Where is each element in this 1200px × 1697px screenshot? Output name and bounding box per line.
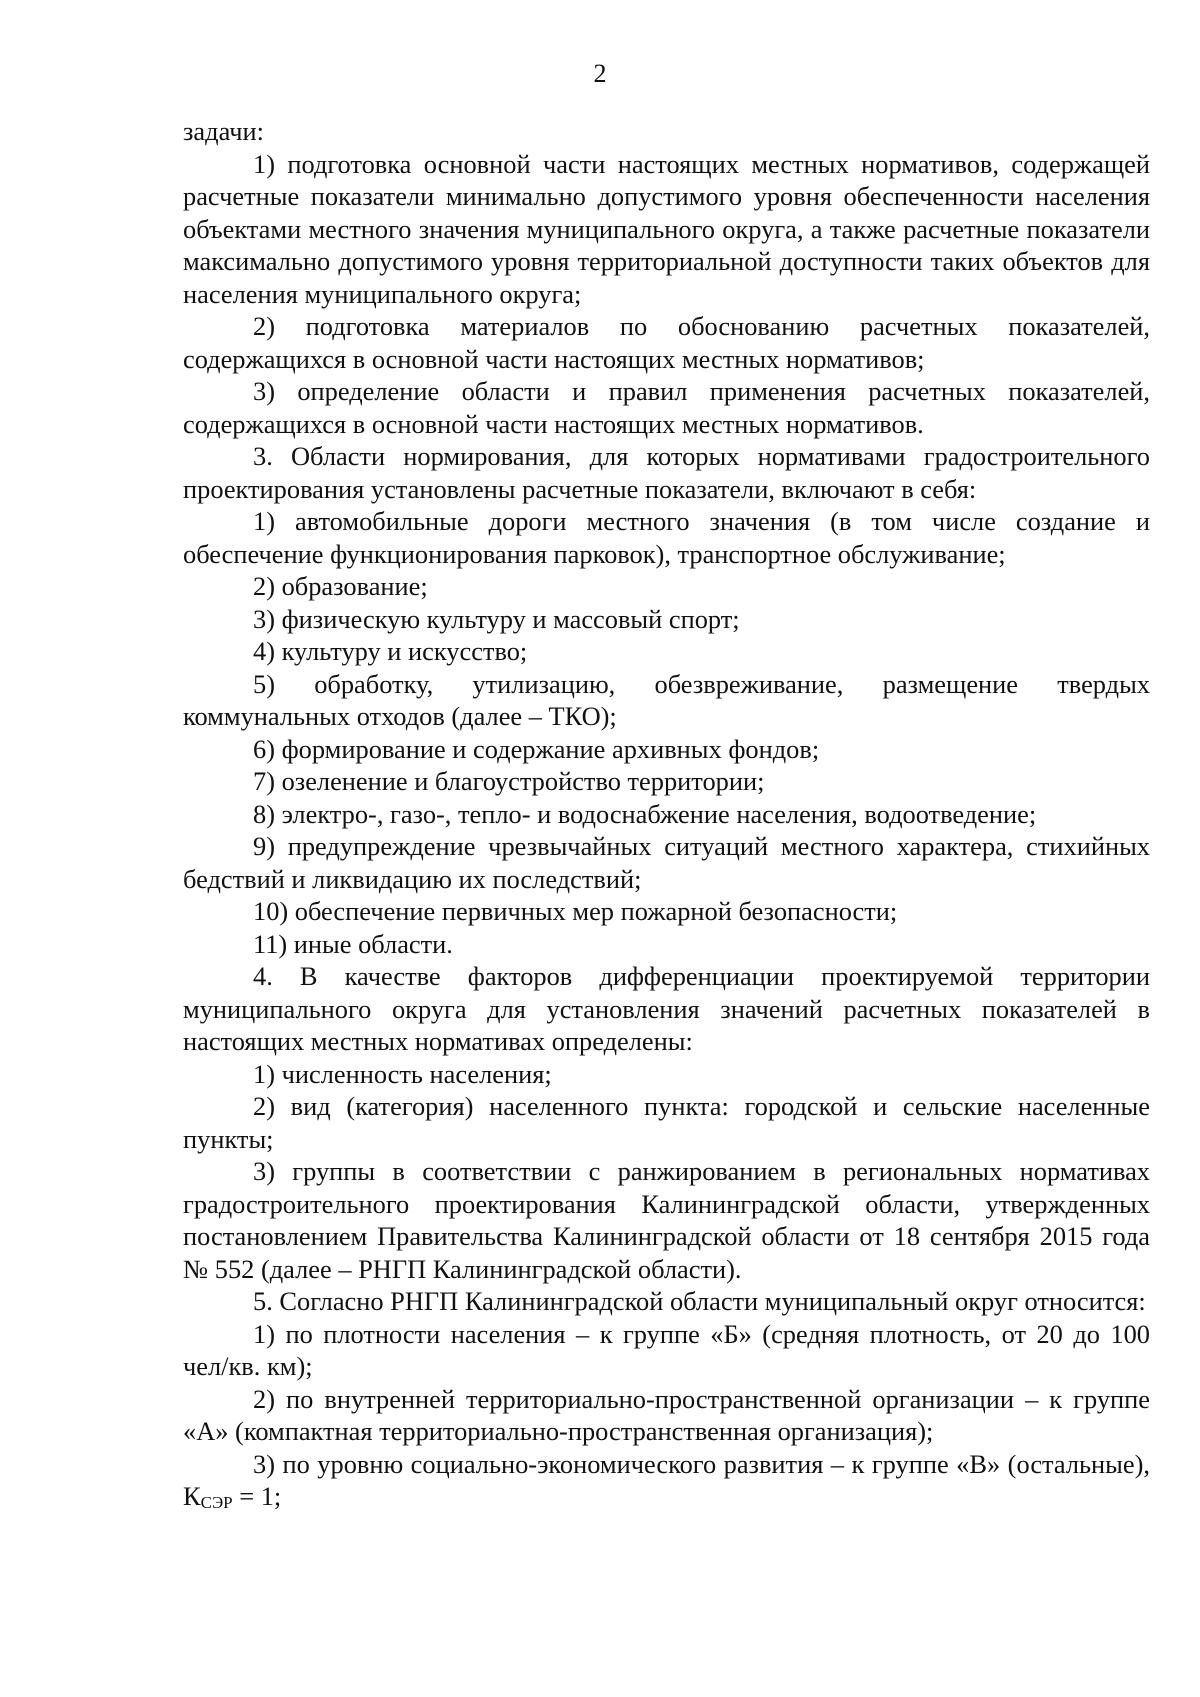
paragraph: 1) численность населения;: [253, 1058, 552, 1089]
paragraph-last-suffix: = 1;: [232, 1481, 282, 1511]
paragraph: 3) физическую культуру и массовый спорт;: [253, 603, 740, 634]
paragraph: 4) культуру и искусство;: [253, 636, 528, 666]
paragraph: 4. В качестве факторов дифференциации проектируемой территории муниципального округа для установления значений расчетных показателей в настоящих местных нормативах определены:: [183, 961, 1150, 1056]
paragraph: 11) иные области.: [253, 928, 453, 959]
paragraph: 2) по внутренней территориально-пространственной организации – к группе «А» (компактная территориально-пространственная организация);: [183, 1383, 1150, 1446]
paragraph: 2) образование;: [253, 571, 428, 601]
paragraph: 8) электро-, газо-, тепло- и водоснабжение населения, водоотведение;: [253, 798, 1037, 829]
paragraph: 10) обеспечение первичных мер пожарной безопасности;: [253, 896, 898, 926]
coefficient-subscript: СЭР: [200, 1493, 233, 1512]
paragraph: 1) по плотности населения – к группе «Б» (средняя плотность, от 20 до 100 чел/кв. км);: [183, 1318, 1150, 1381]
paragraph: 5. Согласно РНГП Калининградской области муниципальный округ относится:: [253, 1286, 1146, 1316]
paragraph: 3) группы в соответствии с ранжированием в региональных нормативах градостроительного проектирования Калининградской области, утвержденных постановлением Правительства Калининградской области от 18 сентября 2015 года № 552 (далее – РНГП Калининградской области).: [183, 1156, 1150, 1284]
paragraph: 3. Области нормирования, для которых нормативами градостроительного проектирования установлены расчетные показатели, включают в себя:: [183, 441, 1150, 504]
paragraph: 2) вид (категория) населенного пункта: городской и сельские населенные пункты;: [183, 1091, 1150, 1154]
paragraph: 3) определение области и правил применения расчетных показателей, содержащихся в основной части настоящих местных нормативов.: [183, 376, 1150, 439]
paragraph: 5) обработку, утилизацию, обезвреживание, размещение твердых коммунальных отходов (далее – ТКО);: [183, 668, 1150, 731]
paragraph: 2) подготовка материалов по обоснованию расчетных показателей, содержащихся в основной части настоящих местных нормативов;: [183, 311, 1150, 374]
paragraph: 7) озеленение и благоустройство территории;: [253, 766, 765, 796]
paragraph: 9) предупреждение чрезвычайных ситуаций местного характера, стихийных бедствий и ликвидацию их последствий;: [183, 831, 1150, 894]
paragraph: задачи:: [183, 116, 264, 146]
paragraph-last-text: 3) по уровню социально-экономического развития – к группе «В» (остальные), К: [183, 1448, 1150, 1511]
page-number: 2: [593, 59, 607, 88]
paragraph: 1) подготовка основной части настоящих местных нормативов, содержащей расчетные показатели минимально допустимого уровня обеспеченности населения объектами местного значения муниципального округа, а также расчетные показатели максимально допустимого уровня территориальной доступности таких объектов для населения муниципального округа;: [183, 148, 1150, 309]
paragraph-last: [183, 1448, 1150, 1520]
paragraph: 1) автомобильные дороги местного значения (в том числе создание и обеспечение функционирования парковок), транспортное обслуживание;: [183, 506, 1150, 569]
document-body: [183, 115, 1150, 1520]
paragraph: 6) формирование и содержание архивных фондов;: [253, 733, 820, 764]
